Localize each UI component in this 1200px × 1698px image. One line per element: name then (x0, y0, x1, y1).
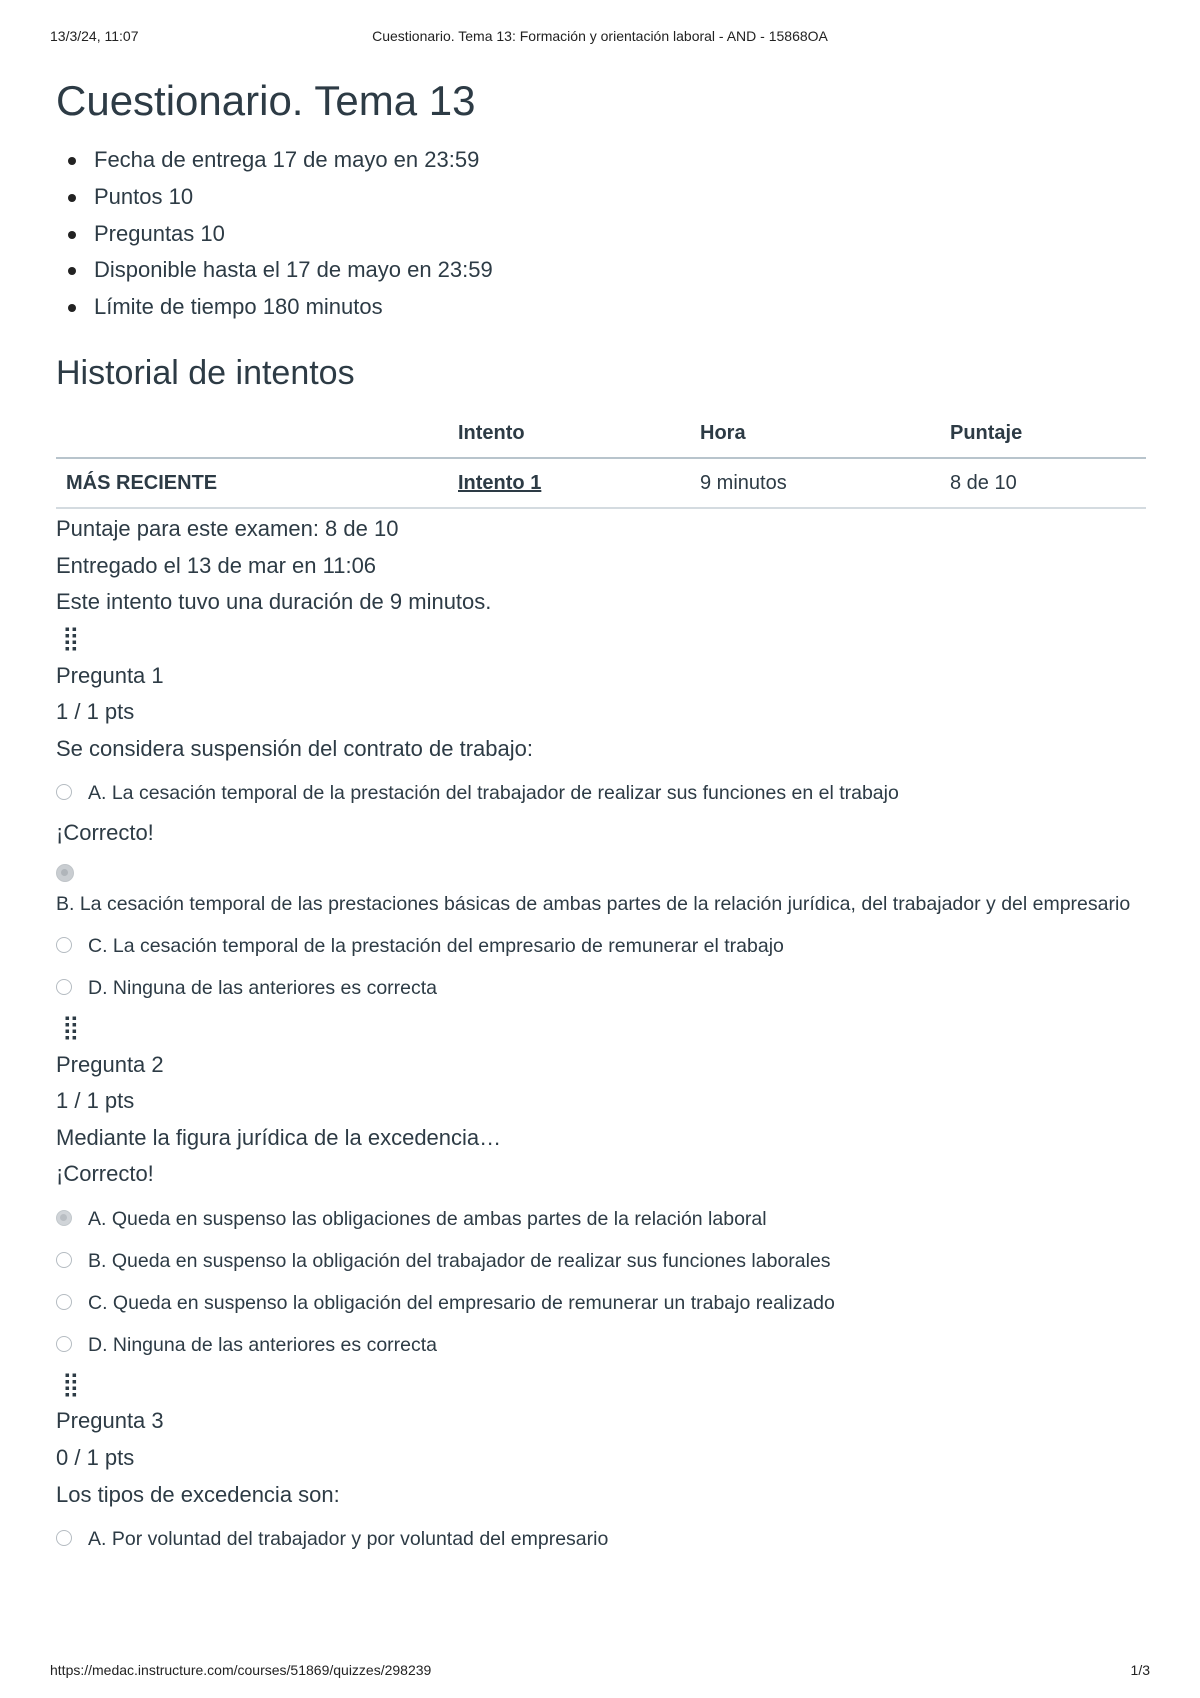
detail-points (94, 179, 1146, 216)
column-header-attempt: Intento (448, 412, 690, 458)
radio-icon[interactable] (56, 979, 72, 995)
print-url: https://medac.instructure.com/courses/51869/quizzes/298239 (50, 1662, 432, 1678)
question-name: Pregunta 1 (56, 662, 164, 688)
radio-icon[interactable] (56, 937, 72, 953)
drag-handle-icon[interactable]: ⣿ (62, 1013, 78, 1041)
question-3 (56, 1367, 1146, 1555)
answer-option-selected[interactable] (56, 1203, 1146, 1235)
radio-selected-icon[interactable] (56, 864, 74, 882)
radio-icon[interactable] (56, 784, 72, 800)
attempt-summary (56, 511, 1146, 621)
print-page-number: 1/3 (1130, 1662, 1150, 1678)
column-header-time: Hora (690, 412, 940, 458)
drag-handle-icon[interactable]: ⣿ (62, 624, 78, 652)
quiz-content (56, 68, 1146, 1561)
attempt-status: MÁS RECIENTE (56, 458, 448, 508)
detail-label: Disponible (94, 257, 197, 283)
question-name: Pregunta 3 (56, 1408, 164, 1434)
question-name: Pregunta 2 (56, 1051, 164, 1077)
radio-icon[interactable] (56, 1252, 72, 1268)
detail-label: Preguntas (94, 220, 195, 246)
attempt-link[interactable]: Intento 1 (458, 472, 542, 495)
answer-option-selected[interactable] (56, 860, 1146, 882)
detail-value: 17 de mayo en 23:59 (272, 147, 480, 173)
answer-text: D. Ninguna de las anteriores es correcta (88, 976, 438, 999)
print-header (0, 28, 1200, 48)
quiz-title: Cuestionario. Tema 13 (56, 77, 476, 124)
exam-score: Puntaje para este examen: 8 de 10 (56, 516, 399, 542)
print-page-title: Cuestionario. Tema 13: Formación y orientación laboral - AND - 15868OA (372, 28, 828, 44)
detail-available (94, 252, 1146, 289)
answer-option[interactable] (56, 1329, 1146, 1361)
question-2 (56, 1010, 1146, 1361)
answer-option[interactable] (56, 1287, 1146, 1319)
print-footer (0, 1662, 1200, 1682)
history-heading: Historial de intentos (56, 354, 355, 393)
detail-value: hasta el 17 de mayo en 23:59 (202, 257, 493, 283)
detail-value: 10 (200, 220, 225, 246)
answer-option[interactable] (56, 1523, 1146, 1555)
detail-label: Fecha de entrega (94, 147, 267, 173)
question-points: 1 / 1 pts (56, 1088, 135, 1114)
answer-text: B. Queda en suspenso la obligación del trabajador de realizar sus funciones laborales (88, 1249, 831, 1272)
answer-option[interactable] (56, 930, 1146, 962)
column-header-score: Puntaje (940, 412, 1146, 458)
correct-label: ¡Correcto! (56, 820, 154, 846)
submitted-time: Entregado el 13 de mar en 11:06 (56, 552, 377, 578)
answer-option[interactable] (56, 1245, 1146, 1277)
detail-questions (94, 216, 1146, 253)
question-points: 0 / 1 pts (56, 1445, 135, 1471)
question-text: Mediante la figura jurídica de la excedencia… (56, 1124, 502, 1150)
question-text: Se considera suspensión del contrato de trabajo: (56, 735, 533, 761)
radio-icon[interactable] (56, 1336, 72, 1352)
radio-icon[interactable] (56, 1530, 72, 1546)
detail-value: 10 (168, 183, 194, 209)
radio-icon[interactable] (56, 1294, 72, 1310)
column-header-status (56, 412, 448, 458)
answer-text: C. La cesación temporal de la prestación del empresario de remunerar el trabajo (88, 934, 784, 957)
correct-label: ¡Correcto! (56, 1161, 154, 1187)
detail-label: Puntos (94, 183, 163, 209)
answer-option[interactable] (56, 777, 1146, 809)
answer-text: A. Queda en suspenso las obligaciones de ambas partes de la relación laboral (88, 1207, 767, 1230)
attempt-cell (448, 458, 690, 508)
answer-text: A. Por voluntad del trabajador y por voluntad del empresario (88, 1528, 609, 1551)
detail-due-date (94, 142, 1146, 179)
detail-time-limit (94, 289, 1146, 326)
attempt-score: 8 de 10 (940, 458, 1146, 508)
question-1 (56, 621, 1146, 1004)
answer-option[interactable] (56, 972, 1146, 1004)
table-row (56, 458, 1146, 508)
answer-text: D. Ninguna de las anteriores es correcta (88, 1333, 438, 1356)
answer-text: A. La cesación temporal de la prestación del trabajador de realizar sus funciones en el trabajo (88, 782, 899, 805)
attempt-duration: Este intento tuvo una duración de 9 minutos. (56, 589, 492, 615)
detail-label: Límite de tiempo (94, 293, 257, 319)
attempt-time: 9 minutos (690, 458, 940, 508)
radio-selected-icon[interactable] (56, 1210, 72, 1226)
attempts-header-row (56, 412, 1146, 458)
print-datetime: 13/3/24, 11:07 (50, 28, 139, 44)
answer-text: B. La cesación temporal de las prestaciones básicas de ambas partes de la relación jurídica, del trabajador y del empresario (56, 892, 1131, 915)
answer-text: C. Queda en suspenso la obligación del empresario de remunerar un trabajo realizado (88, 1291, 835, 1314)
attempts-table (56, 412, 1146, 509)
question-text: Los tipos de excedencia son: (56, 1481, 340, 1507)
quiz-details (56, 142, 1146, 325)
question-points: 1 / 1 pts (56, 699, 135, 725)
drag-handle-icon[interactable]: ⣿ (62, 1370, 78, 1398)
detail-value: 180 minutos (262, 293, 383, 319)
